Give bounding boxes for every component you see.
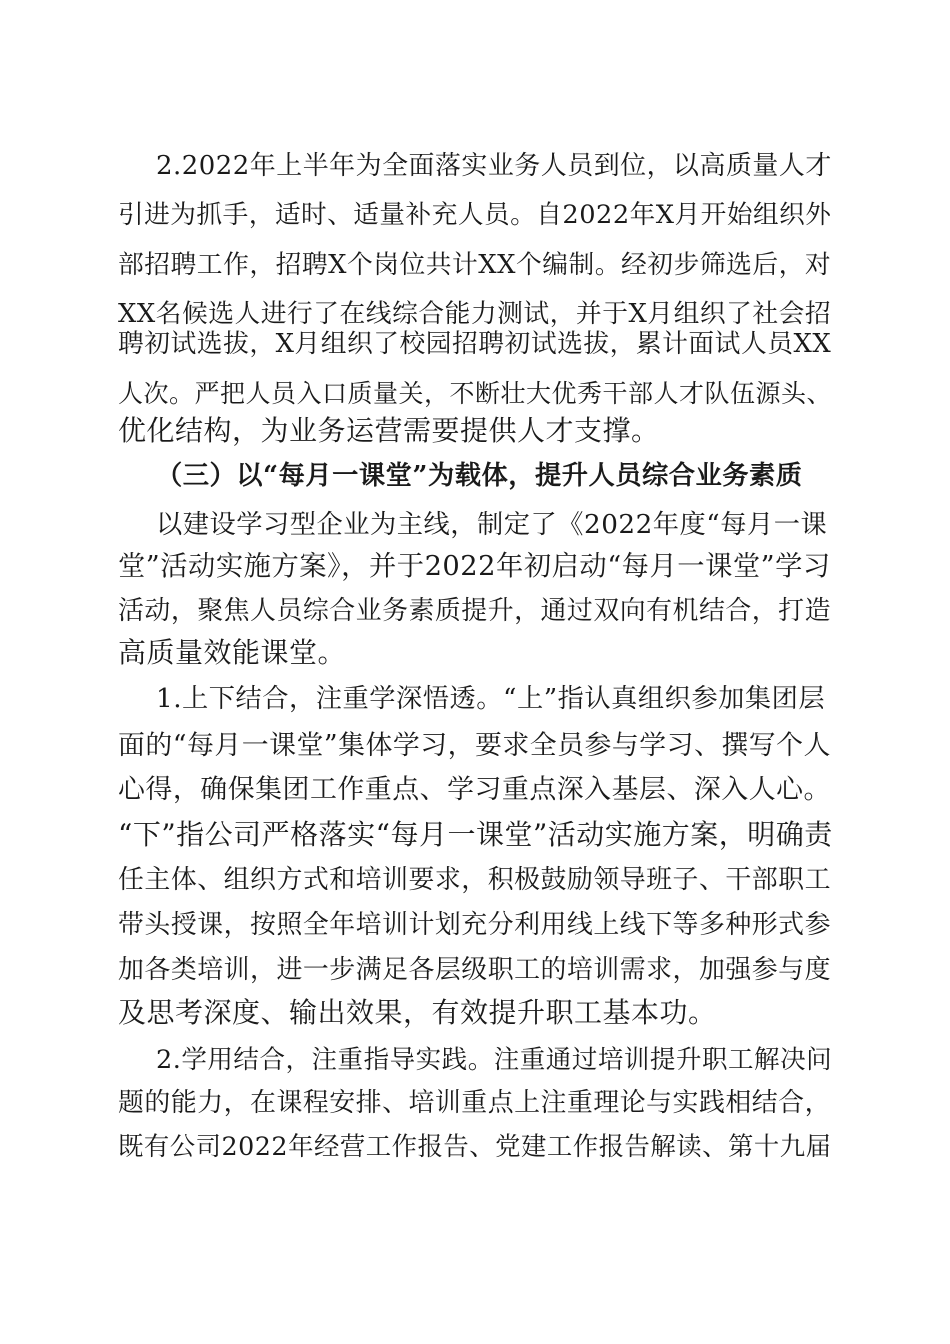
- paragraph-line: “下”指公司严格落实“每月一课堂”活动实施方案，明确责: [118, 818, 833, 851]
- paragraph-line: 聘初试选拔，X月组织了校园招聘初试选拔，累计面试人员XX: [118, 329, 832, 359]
- paragraph-line: 加各类培训，进一步满足各层级职工的培训需求，加强参与度: [118, 955, 831, 985]
- paragraph-line: 活动，聚焦人员综合业务素质提升，通过双向有机结合，打造: [118, 596, 831, 626]
- paragraph-line: XX名候选人进行了在线综合能力测试，并于X月组织了社会招: [118, 299, 832, 329]
- paragraph-line: 人次。严把人员入口质量关，不断壮大优秀干部人才队伍源头、: [118, 379, 833, 408]
- paragraph-line: 任主体、组织方式和培训要求，积极鼓励领导班子、干部职工: [118, 865, 831, 895]
- paragraph-line: 引进为抓手，适时、适量补充人员。自2022年X月开始组织外: [118, 200, 832, 230]
- paragraph-line: 既有公司2022年经营工作报告、党建工作报告解读、第十九届: [118, 1131, 832, 1161]
- paragraph-line: 心得，确保集团工作重点、学习重点深入基层、深入人心。: [118, 774, 831, 805]
- paragraph-line: 堂”活动实施方案》，并于2022年初启动“每月一课堂”学习: [118, 551, 831, 582]
- paragraph-line: 高质量效能课堂。: [118, 636, 347, 669]
- paragraph-line: 2.学用结合，注重指导实践。注重通过培训提升职工解决问: [156, 1045, 833, 1075]
- paragraph-line: 部招聘工作，招聘X个岗位共计XX个编制。经初步筛选后，对: [118, 250, 832, 280]
- paragraph-line: 优化结构，为业务运营需要提供人才支撑。: [118, 414, 660, 447]
- paragraph-line: 及思考深度、输出效果，有效提升职工基本功。: [118, 996, 717, 1029]
- paragraph-line: 带头授课，按照全年培训计划充分利用线上线下等多种形式参: [118, 910, 831, 940]
- paragraph-line: 以建设学习型企业为主线，制定了《2022年度“每月一课: [156, 510, 828, 540]
- paragraph-line: 2.2022年上半年为全面落实业务人员到位，以高质量人才: [156, 151, 832, 181]
- paragraph-line: 1.上下结合，注重学深悟透。“上”指认真组织参加集团层: [156, 684, 826, 714]
- section-heading: （三）以“每月一课堂”为载体，提升人员综合业务素质: [156, 460, 803, 491]
- paragraph-line: 题的能力，在课程安排、培训重点上注重理论与实践相结合，: [118, 1088, 831, 1118]
- paragraph-line: 面的“每月一课堂”集体学习，要求全员参与学习、撰写个人: [118, 730, 831, 761]
